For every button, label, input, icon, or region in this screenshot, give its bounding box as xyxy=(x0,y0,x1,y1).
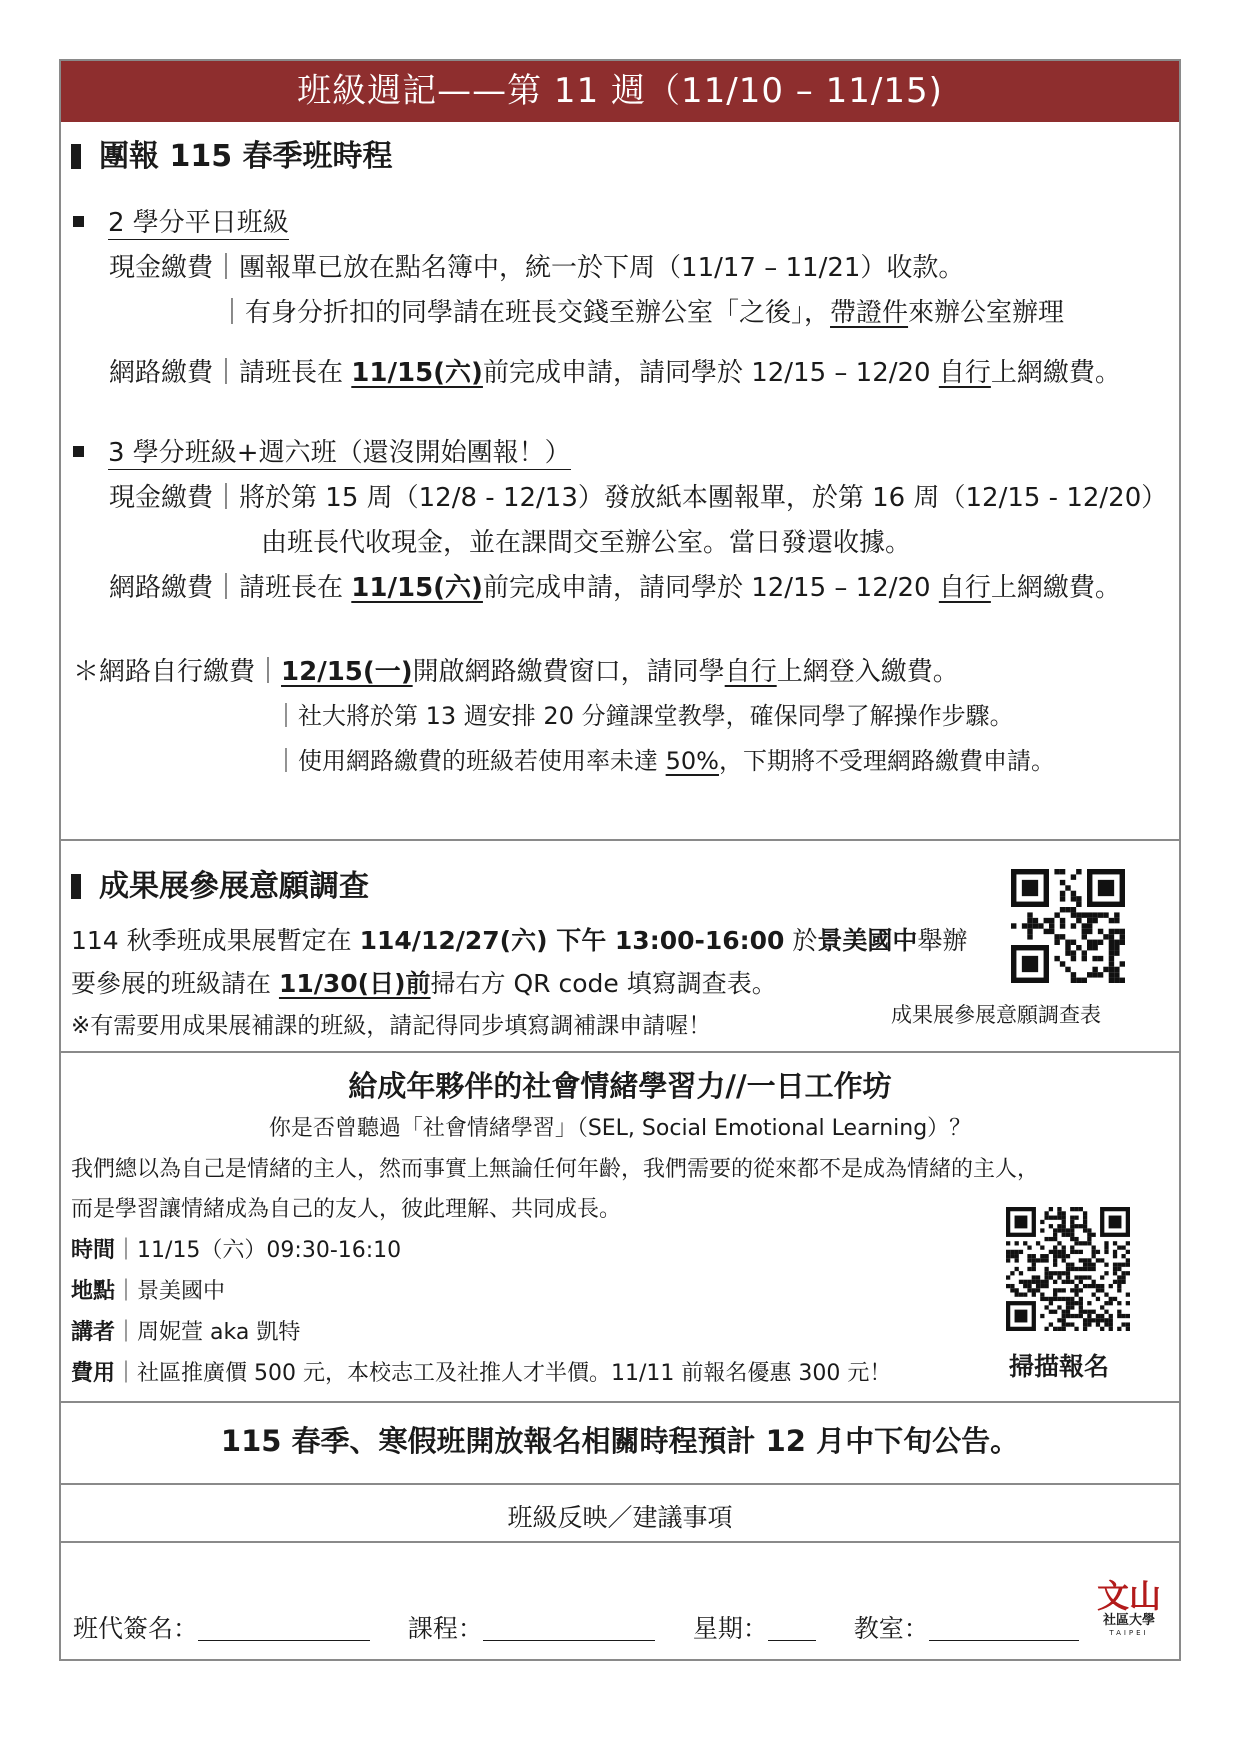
section-marker xyxy=(71,144,81,169)
course-field[interactable] xyxy=(483,1615,655,1641)
weekday-field[interactable] xyxy=(768,1615,816,1641)
exhibition-line3: ※有需要用成果展補課的班級，請記得同步填寫調補課申請喔！ xyxy=(71,1013,712,1039)
logo-mark: 文山 xyxy=(1096,1577,1161,1615)
workshop-place: 地點｜景美國中 xyxy=(71,1279,226,1304)
page-title: 班級週記——第 11 週（11/10 – 11/15) xyxy=(61,61,1179,122)
section-divider xyxy=(61,1541,1179,1543)
group2-label: 3 學分班級+週六班（還沒開始團報！） xyxy=(108,438,571,468)
square-bullet-icon xyxy=(73,446,84,457)
online-note-line1: ＊網路自行繳費｜12/15(一)開啟網路繳費窗口，請同學自行上網登入繳費。 xyxy=(73,657,959,687)
online-note-line3: ｜使用網路繳費的班級若使用率未達 50%，下期將不受理網路繳費申請。 xyxy=(274,747,1055,775)
spring-registration-announcement: 115 春季、寒假班開放報名相關時程預計 12 月中下旬公告。 xyxy=(220,1424,1020,1458)
section-divider xyxy=(61,1483,1179,1485)
group2-cash-line1: 現金繳費｜將於第 15 周（12/8 - 12/13）發放紙本團報單，於第 16 周（12/15 - 12/20） xyxy=(109,483,1168,513)
weekly-notice-frame xyxy=(59,59,1181,1661)
workshop-time: 時間｜11/15（六）09:30-16:10 xyxy=(71,1238,402,1263)
workshop-description-line2: 而是學習讓情緒成為自己的友人，彼此理解、共同成長。 xyxy=(71,1197,622,1222)
group2-online-line: 網路繳費｜請班長在 11/15(六)前完成申請，請同學於 12/15 – 12/20 自行上網繳費。 xyxy=(109,573,1121,603)
section-divider xyxy=(61,839,1179,841)
group2-heading xyxy=(73,432,571,469)
group1-online-line: 網路繳費｜請班長在 11/15(六)前完成申請，請同學於 12/15 – 12/20 自行上網繳費。 xyxy=(109,358,1121,388)
workshop-description-line1: 我們總以為自己是情緒的主人，然而事實上無論任何年齡，我們需要的從來都不是成為情緒的主人， xyxy=(71,1157,1040,1182)
online-note-line2: ｜社大將於第 13 週安排 20 分鐘課堂教學，確保同學了解操作步驟。 xyxy=(274,702,1014,730)
workshop-qr-caption: 掃描報名 xyxy=(1009,1352,1110,1381)
group2-cash-line2: 由班長代收現金，並在課間交至辦公室。當日發還收據。 xyxy=(261,528,912,558)
workshop-fee: 費用｜社區推廣價 500 元，本校志工及社推人才半價。11/11 前報名優惠 300 元！ xyxy=(71,1361,892,1386)
classroom-field[interactable] xyxy=(929,1615,1079,1641)
wenshan-community-college-logo xyxy=(1089,1579,1169,1638)
group1-heading xyxy=(73,202,289,239)
square-bullet-icon xyxy=(73,216,84,227)
section-divider xyxy=(61,1051,1179,1053)
signature-row: 班代簽名： 課程： 星期： 教室： xyxy=(73,1609,1079,1645)
section-divider xyxy=(61,1401,1179,1403)
exhibition-qr-caption: 成果展參展意願調查表 xyxy=(891,1003,1101,1027)
workshop-title: 給成年夥伴的社會情緒學習力//一日工作坊 xyxy=(348,1069,892,1103)
signature-field[interactable] xyxy=(198,1615,370,1641)
registration-title-text: 團報 115 春季班時程 xyxy=(99,139,393,174)
exhibition-section-title xyxy=(71,861,369,905)
exhibition-line1: 114 秋季班成果展暫定在 114/12/27(六) 下午 13:00-16:00 於景美國中舉辦 xyxy=(71,926,968,955)
logo-text: 社區大學 xyxy=(1102,1613,1155,1628)
feedback-title: 班級反映／建議事項 xyxy=(507,1503,733,1532)
section-marker xyxy=(71,874,81,899)
group1-label: 2 學分平日班級 xyxy=(108,208,289,238)
exhibition-qr-code-icon[interactable] xyxy=(1011,869,1125,983)
group1-cash-line2: ｜有身分折扣的同學請在班長交錢至辦公室「之後」，帶證件來辦公室辦理 xyxy=(219,298,1065,328)
exhibition-line2: 要參展的班級請在 11/30(日)前掃右方 QR code 填寫調查表。 xyxy=(71,969,777,998)
registration-section-title xyxy=(71,131,393,175)
workshop-speaker: 講者｜周妮萱 aka 凱特 xyxy=(71,1320,301,1345)
logo-subtext: TAIPEI xyxy=(1109,1629,1149,1637)
workshop-qr-code-icon[interactable] xyxy=(1006,1207,1130,1331)
exhibition-title-text: 成果展參展意願調查 xyxy=(99,869,369,904)
group1-cash-line1: 現金繳費｜團報單已放在點名簿中，統一於下周（11/17 – 11/21）收款。 xyxy=(109,253,965,283)
workshop-subtitle: 你是否曾聽過「社會情緒學習」（SEL, Social Emotional Learning）？ xyxy=(268,1116,972,1141)
